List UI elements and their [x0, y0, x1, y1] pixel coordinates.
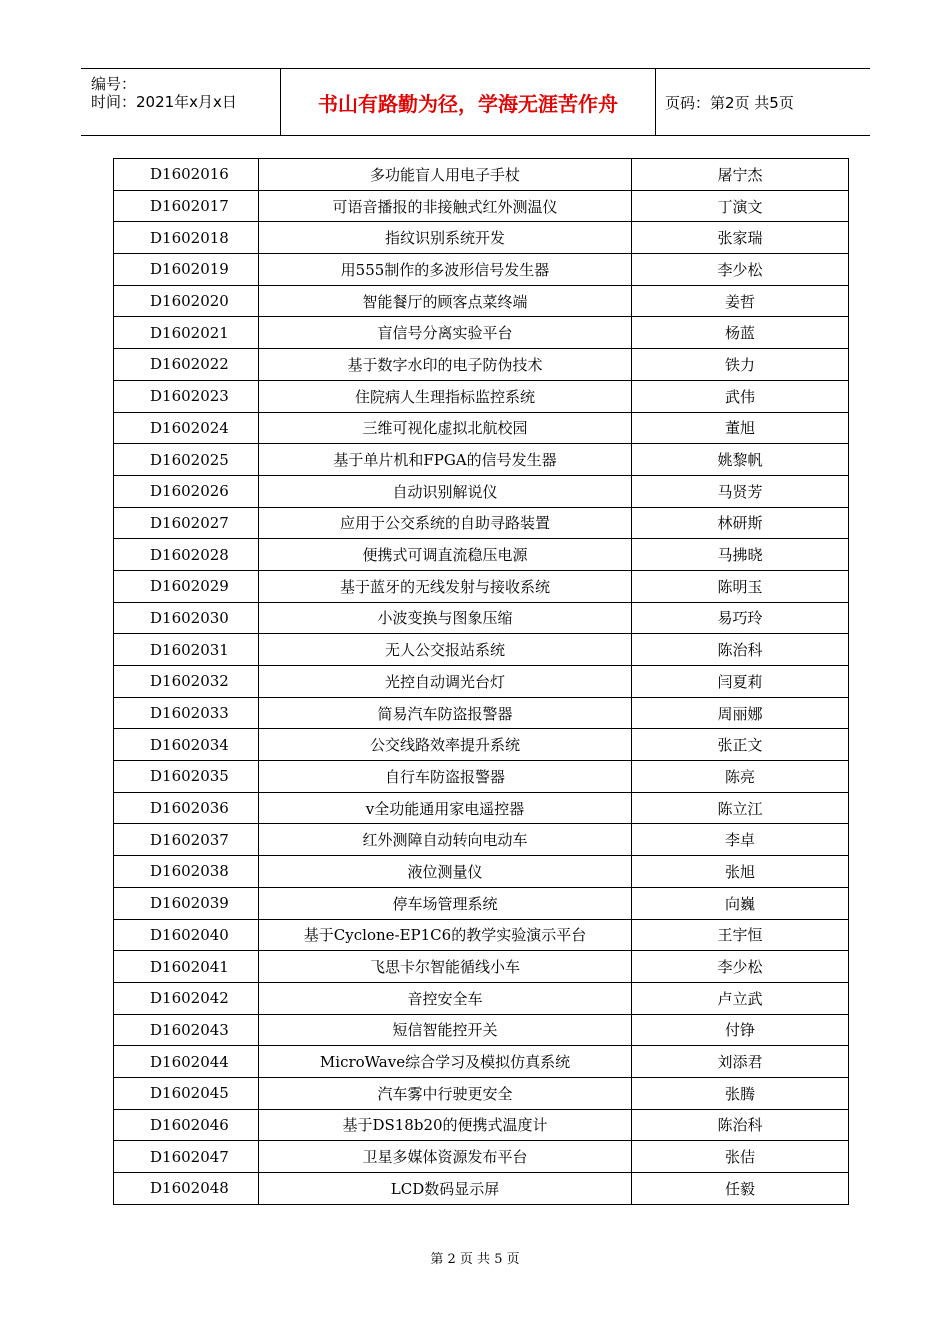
- table-row: [114, 887, 849, 919]
- page-header: [81, 68, 870, 136]
- table-row: [114, 729, 849, 761]
- student-name: 铁力: [632, 349, 849, 381]
- table-row: [114, 634, 849, 666]
- project-title: 停车场管理系统: [259, 887, 632, 919]
- student-name: 董旭: [632, 412, 849, 444]
- table-row: [114, 602, 849, 634]
- project-title: 无人公交报站系统: [259, 634, 632, 666]
- student-name: 张佶: [632, 1141, 849, 1173]
- project-code: D1602030: [114, 602, 259, 634]
- number-label: 编号：: [91, 75, 137, 93]
- project-title: v全功能通用家电遥控器: [259, 792, 632, 824]
- project-code: D1602036: [114, 792, 259, 824]
- project-title: 基于Cyclone-EP1C6的教学实验演示平台: [259, 919, 632, 951]
- table-row: [114, 254, 849, 286]
- project-code: D1602024: [114, 412, 259, 444]
- project-code: D1602046: [114, 1109, 259, 1141]
- student-name: 陈治科: [632, 1109, 849, 1141]
- table-row: [114, 349, 849, 381]
- project-code: D1602029: [114, 570, 259, 602]
- table-row: [114, 570, 849, 602]
- page-footer: 第 2 页 共 5 页: [430, 1252, 520, 1267]
- table-row: [114, 1141, 849, 1173]
- project-code: D1602019: [114, 254, 259, 286]
- table-row: [114, 919, 849, 951]
- student-name: 张腾: [632, 1077, 849, 1109]
- project-title: 飞思卡尔智能循线小车: [259, 951, 632, 983]
- project-title: MicroWave综合学习及模拟仿真系统: [259, 1046, 632, 1078]
- student-name: 向巍: [632, 887, 849, 919]
- project-code: D1602033: [114, 697, 259, 729]
- project-code: D1602023: [114, 380, 259, 412]
- table-row: [114, 539, 849, 571]
- project-code: D1602039: [114, 887, 259, 919]
- student-name: 卢立武: [632, 982, 849, 1014]
- project-code: D1602034: [114, 729, 259, 761]
- project-title: 指纹识别系统开发: [259, 222, 632, 254]
- student-name: 刘添君: [632, 1046, 849, 1078]
- student-name: 闫夏莉: [632, 666, 849, 698]
- table-row: [114, 856, 849, 888]
- time-label: 时间：2021年x月x日: [91, 93, 237, 111]
- project-title: 汽车雾中行驶更安全: [259, 1077, 632, 1109]
- project-title: 可语音播报的非接触式红外测温仪: [259, 190, 632, 222]
- table-row: [114, 507, 849, 539]
- project-code: D1602035: [114, 761, 259, 793]
- project-title: 卫星多媒体资源发布平台: [259, 1141, 632, 1173]
- project-title: LCD数码显示屏: [259, 1173, 632, 1205]
- table-row: [114, 1109, 849, 1141]
- table-row: [114, 824, 849, 856]
- project-title: 基于蓝牙的无线发射与接收系统: [259, 570, 632, 602]
- project-code: D1602016: [114, 159, 259, 191]
- project-title: 短信智能控开关: [259, 1014, 632, 1046]
- project-code: D1602031: [114, 634, 259, 666]
- project-title: 光控自动调光台灯: [259, 666, 632, 698]
- student-name: 林研斯: [632, 507, 849, 539]
- table-row: [114, 792, 849, 824]
- project-code: D1602044: [114, 1046, 259, 1078]
- student-name: 姜哲: [632, 285, 849, 317]
- project-code: D1602021: [114, 317, 259, 349]
- student-name: 陈治科: [632, 634, 849, 666]
- project-code: D1602017: [114, 190, 259, 222]
- table-row: [114, 159, 849, 191]
- project-code: D1602041: [114, 951, 259, 983]
- project-code: D1602047: [114, 1141, 259, 1173]
- project-title: 三维可视化虚拟北航校园: [259, 412, 632, 444]
- project-code: D1602032: [114, 666, 259, 698]
- project-table-body: [114, 159, 849, 1205]
- student-name: 姚黎帆: [632, 444, 849, 476]
- project-title: 小波变换与图象压缩: [259, 602, 632, 634]
- project-title: 液位测量仪: [259, 856, 632, 888]
- table-row: [114, 190, 849, 222]
- student-name: 付铮: [632, 1014, 849, 1046]
- table-row: [114, 444, 849, 476]
- project-title: 用555制作的多波形信号发生器: [259, 254, 632, 286]
- table-row: [114, 951, 849, 983]
- student-name: 李少松: [632, 951, 849, 983]
- table-row: [114, 666, 849, 698]
- table-row: [114, 761, 849, 793]
- header-motto: 书山有路勤为径，学海无涯苦作舟: [281, 69, 656, 135]
- project-code: D1602022: [114, 349, 259, 381]
- project-code: D1602028: [114, 539, 259, 571]
- student-name: 屠宁杰: [632, 159, 849, 191]
- student-name: 马贤芳: [632, 475, 849, 507]
- table-row: [114, 1046, 849, 1078]
- student-name: 武伟: [632, 380, 849, 412]
- table-row: [114, 697, 849, 729]
- project-title: 盲信号分离实验平台: [259, 317, 632, 349]
- table-row: [114, 222, 849, 254]
- student-name: 易巧玲: [632, 602, 849, 634]
- table-row: [114, 380, 849, 412]
- project-code: D1602020: [114, 285, 259, 317]
- project-title: 基于DS18b20的便携式温度计: [259, 1109, 632, 1141]
- student-name: 陈亮: [632, 761, 849, 793]
- project-code: D1602038: [114, 856, 259, 888]
- project-title: 红外测障自动转向电动车: [259, 824, 632, 856]
- student-name: 张正文: [632, 729, 849, 761]
- project-table: [113, 158, 849, 1205]
- project-code: D1602048: [114, 1173, 259, 1205]
- table-row: [114, 475, 849, 507]
- project-code: D1602026: [114, 475, 259, 507]
- project-title: 自行车防盗报警器: [259, 761, 632, 793]
- project-title: 应用于公交系统的自助寻路装置: [259, 507, 632, 539]
- project-code: D1602018: [114, 222, 259, 254]
- student-name: 陈明玉: [632, 570, 849, 602]
- student-name: 李少松: [632, 254, 849, 286]
- project-title: 智能餐厅的顾客点菜终端: [259, 285, 632, 317]
- table-row: [114, 1173, 849, 1205]
- project-code: D1602040: [114, 919, 259, 951]
- table-row: [114, 1014, 849, 1046]
- student-name: 李卓: [632, 824, 849, 856]
- project-title: 基于数字水印的电子防伪技术: [259, 349, 632, 381]
- project-title: 公交线路效率提升系统: [259, 729, 632, 761]
- header-meta: [81, 69, 281, 135]
- project-title: 简易汽车防盗报警器: [259, 697, 632, 729]
- table-row: [114, 317, 849, 349]
- table-row: [114, 412, 849, 444]
- table-row: [114, 285, 849, 317]
- project-title: 音控安全车: [259, 982, 632, 1014]
- project-code: D1602045: [114, 1077, 259, 1109]
- table-row: [114, 982, 849, 1014]
- header-page-info: 页码：第2页 共5页: [665, 93, 794, 112]
- table-row: [114, 1077, 849, 1109]
- student-name: 张家瑞: [632, 222, 849, 254]
- student-name: 王宇恒: [632, 919, 849, 951]
- student-name: 丁演文: [632, 190, 849, 222]
- student-name: 张旭: [632, 856, 849, 888]
- student-name: 陈立江: [632, 792, 849, 824]
- student-name: 马拂晓: [632, 539, 849, 571]
- project-code: D1602043: [114, 1014, 259, 1046]
- project-code: D1602027: [114, 507, 259, 539]
- project-title: 自动识别解说仪: [259, 475, 632, 507]
- project-code: D1602037: [114, 824, 259, 856]
- project-code: D1602042: [114, 982, 259, 1014]
- student-name: 任毅: [632, 1173, 849, 1205]
- student-name: 周丽娜: [632, 697, 849, 729]
- project-title: 便携式可调直流稳压电源: [259, 539, 632, 571]
- project-code: D1602025: [114, 444, 259, 476]
- student-name: 杨蓝: [632, 317, 849, 349]
- project-title: 住院病人生理指标监控系统: [259, 380, 632, 412]
- project-title: 基于单片机和FPGA的信号发生器: [259, 444, 632, 476]
- project-title: 多功能盲人用电子手杖: [259, 159, 632, 191]
